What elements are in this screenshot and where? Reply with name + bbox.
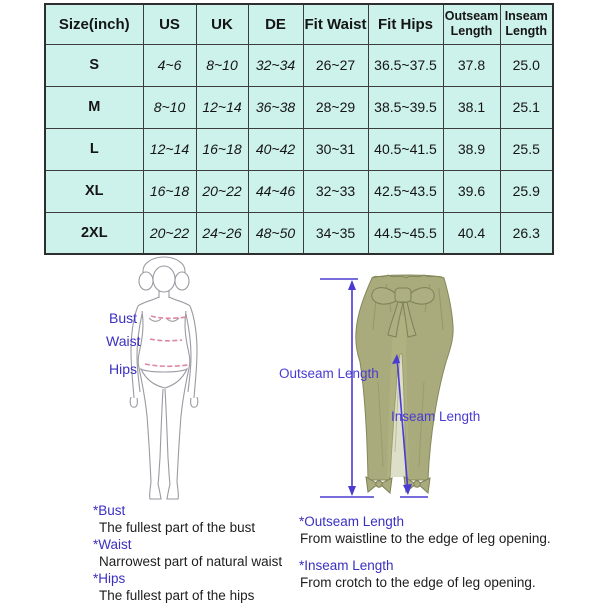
table-cell: 26~27 [303, 44, 368, 86]
outseam-length-label: Outseam Length [279, 366, 379, 381]
table-cell: 39.6 [443, 170, 500, 212]
table-cell: 20~22 [196, 170, 248, 212]
column-header-outseam: Outseam Length [443, 4, 500, 44]
table-cell: 40.5~41.5 [368, 128, 443, 170]
hips-measure-line [145, 364, 188, 366]
column-header-size: Size(inch) [45, 4, 143, 44]
body-measurement-definitions [93, 502, 282, 604]
table-cell: 8~10 [143, 86, 196, 128]
table-cell: 12~14 [143, 128, 196, 170]
column-header-us: US [143, 4, 196, 44]
size-cell: S [45, 44, 143, 86]
column-header-fit-hips: Fit Hips [368, 4, 443, 44]
waist-definition-desc: Narrowest part of natural waist [99, 554, 283, 569]
outseam-definition-desc: From waistline to the edge of leg opening. [300, 531, 551, 546]
body-figure-body [130, 290, 198, 499]
inseam-definition-term: *Inseam Length [299, 558, 394, 573]
inseam-definition [299, 557, 551, 591]
table-cell: 32~33 [303, 170, 368, 212]
outseam-definition-term: *Outseam Length [299, 514, 405, 529]
table-cell: 36.5~37.5 [368, 44, 443, 86]
table-cell: 28~29 [303, 86, 368, 128]
table-row-xl [45, 170, 553, 212]
table-cell: 25.5 [500, 128, 553, 170]
table-cell: 30~31 [303, 128, 368, 170]
table-cell: 25.1 [500, 86, 553, 128]
table-cell: 38.9 [443, 128, 500, 170]
table-cell: 42.5~43.5 [368, 170, 443, 212]
table-cell: 8~10 [196, 44, 248, 86]
table-cell: 26.3 [500, 212, 553, 254]
waist-definition-term: *Waist [93, 537, 132, 552]
size-chart-table [44, 3, 554, 255]
table-cell: 40~42 [248, 128, 303, 170]
table-cell: 25.0 [500, 44, 553, 86]
table-cell: 44.5~45.5 [368, 212, 443, 254]
table-cell: 40.4 [443, 212, 500, 254]
table-header-row [45, 4, 553, 44]
column-header-fit-waist: Fit Waist [303, 4, 368, 44]
body-outline-drawing [95, 256, 235, 506]
column-header-uk: UK [196, 4, 248, 44]
waist-measure-line [150, 339, 182, 341]
column-header-de: DE [248, 4, 303, 44]
size-cell: L [45, 128, 143, 170]
table-row-m [45, 86, 553, 128]
table-cell: 36~38 [248, 86, 303, 128]
table-cell: 34~35 [303, 212, 368, 254]
bust-definition-term: *Bust [93, 503, 126, 518]
bust-definition-desc: The fullest part of the bust [99, 520, 256, 535]
waist-label: Waist [106, 333, 141, 349]
column-header-inseam: Inseam Length [500, 4, 553, 44]
bust-measure-line [151, 316, 187, 318]
table-cell: 32~34 [248, 44, 303, 86]
hips-label: Hips [109, 361, 138, 377]
hips-definition-desc: The fullest part of the hips [99, 588, 255, 603]
size-cell: M [45, 86, 143, 128]
table-row-l [45, 128, 553, 170]
pants-illustration [278, 262, 480, 507]
hips-definition-term: *Hips [93, 571, 126, 586]
size-cell: XL [45, 170, 143, 212]
table-cell: 20~22 [143, 212, 196, 254]
pants-measurement-definitions [299, 513, 551, 601]
inseam-length-label: Inseam Length [391, 409, 481, 424]
table-row-2xl [45, 212, 553, 254]
table-cell: 16~18 [196, 128, 248, 170]
table-cell: 37.8 [443, 44, 500, 86]
size-cell: 2XL [45, 212, 143, 254]
table-cell: 38.1 [443, 86, 500, 128]
table-cell: 25.9 [500, 170, 553, 212]
outseam-definition [299, 513, 551, 547]
table-cell: 48~50 [248, 212, 303, 254]
bust-label: Bust [109, 310, 138, 326]
table-cell: 38.5~39.5 [368, 86, 443, 128]
table-cell: 24~26 [196, 212, 248, 254]
table-cell: 16~18 [143, 170, 196, 212]
table-cell: 12~14 [196, 86, 248, 128]
table-row-s [45, 44, 553, 86]
inseam-definition-desc: From crotch to the edge of leg opening. [300, 575, 536, 590]
body-figure-head [139, 257, 189, 292]
table-cell: 44~46 [248, 170, 303, 212]
table-cell: 4~6 [143, 44, 196, 86]
